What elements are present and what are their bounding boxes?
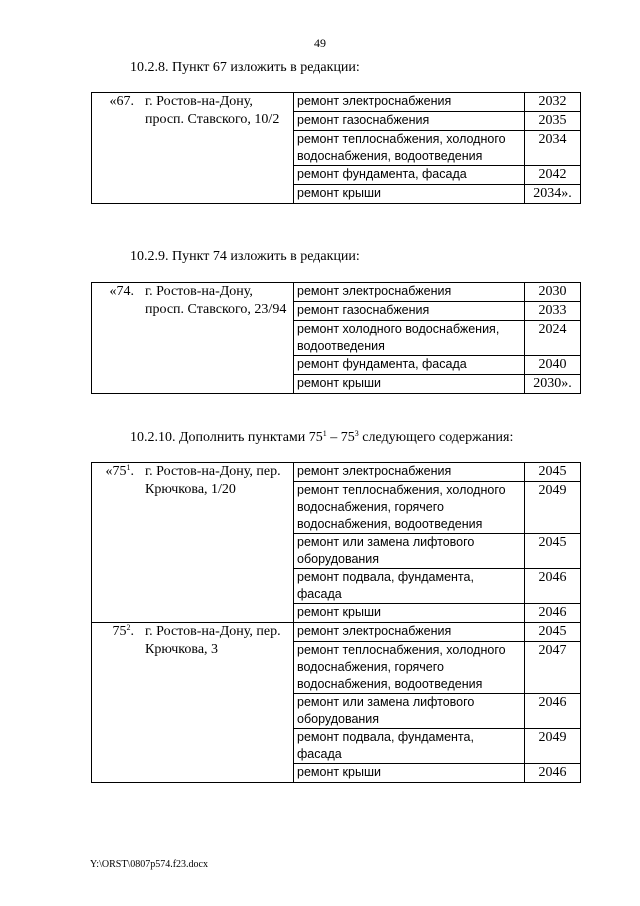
work-type: ремонт электроснабжения: [294, 463, 525, 482]
item-address: г. Ростов-на-Дону, пер. Крючкова, 3: [138, 623, 294, 783]
item-address: г. Ростов-на-Дону, пер. Крючкова, 1/20: [138, 463, 294, 623]
work-type: ремонт теплоснабжения, холодного водоснабжения, горячего водоснабжения, водоотведения: [294, 642, 525, 694]
work-type: ремонт крыши: [294, 375, 525, 394]
heading-sup-1: 1: [322, 429, 327, 438]
item-number: «67.: [92, 93, 139, 204]
table-row: [92, 623, 581, 642]
section-heading-67: 10.2.8. Пункт 67 изложить в редакции:: [130, 60, 360, 75]
work-year: 2045: [525, 463, 581, 482]
work-year: 2032: [525, 93, 581, 112]
work-type: ремонт теплоснабжения, холодного водоснабжения, горячего водоснабжения, водоотведения: [294, 482, 525, 534]
work-type: ремонт или замена лифтового оборудования: [294, 694, 525, 729]
work-type: ремонт крыши: [294, 764, 525, 783]
work-year: 2035: [525, 112, 581, 131]
work-type: ремонт электроснабжения: [294, 283, 525, 302]
heading-sup-3: 3: [354, 429, 359, 438]
work-year: 2024: [525, 321, 581, 356]
work-type: ремонт крыши: [294, 185, 525, 204]
work-year: 2042: [525, 166, 581, 185]
work-year: 2034».: [525, 185, 581, 204]
section-heading-75: [130, 430, 513, 446]
item-address: г. Ростов-на-Дону, просп. Ставского, 23/94: [138, 283, 294, 394]
work-year: 2030: [525, 283, 581, 302]
item-number: $75^2$.: [92, 623, 139, 783]
work-type: ремонт подвала, фундамента, фасада: [294, 729, 525, 764]
work-type: ремонт фундамента, фасада: [294, 356, 525, 375]
work-type: ремонт газоснабжения: [294, 302, 525, 321]
table-row: [92, 283, 581, 302]
work-year: 2034: [525, 131, 581, 166]
page-number: 49: [314, 36, 326, 50]
work-type: ремонт крыши: [294, 604, 525, 623]
item-number: «74.: [92, 283, 139, 394]
heading-dash: – 75: [326, 430, 355, 445]
work-year: 2040: [525, 356, 581, 375]
work-type: ремонт холодного водоснабжения, водоотведения: [294, 321, 525, 356]
work-type: ремонт электроснабжения: [294, 93, 525, 112]
work-type: ремонт газоснабжения: [294, 112, 525, 131]
work-year: 2045: [525, 534, 581, 569]
work-year: 2045: [525, 623, 581, 642]
table-item-67: [91, 92, 581, 204]
work-year: 2030».: [525, 375, 581, 394]
item-number: «$75^1$.: [92, 463, 139, 623]
work-year: 2047: [525, 642, 581, 694]
work-year: 2049: [525, 729, 581, 764]
table-row: [92, 93, 581, 112]
heading-tail: следующего содержания:: [358, 430, 514, 445]
work-year: 2046: [525, 764, 581, 783]
work-type: ремонт подвала, фундамента, фасада: [294, 569, 525, 604]
work-type: ремонт теплоснабжения, холодного водоснабжения, водоотведения: [294, 131, 525, 166]
work-year: 2033: [525, 302, 581, 321]
item-address: г. Ростов-на-Дону, просп. Ставского, 10/2: [138, 93, 294, 204]
work-type: ремонт или замена лифтового оборудования: [294, 534, 525, 569]
work-year: 2046: [525, 694, 581, 729]
work-year: 2049: [525, 482, 581, 534]
work-type: ремонт электроснабжения: [294, 623, 525, 642]
work-year: 2046: [525, 604, 581, 623]
work-year: 2046: [525, 569, 581, 604]
work-type: ремонт фундамента, фасада: [294, 166, 525, 185]
heading-lead: 10.2.10. Дополнить пунктами 75: [130, 430, 323, 445]
footer-file-path: Y:\ORST\0807p574.f23.docx: [90, 859, 208, 870]
table-item-74: [91, 282, 581, 394]
section-heading-74: 10.2.9. Пункт 74 изложить в редакции:: [130, 249, 360, 264]
table-items-75: [91, 462, 581, 783]
table-row: [92, 463, 581, 482]
